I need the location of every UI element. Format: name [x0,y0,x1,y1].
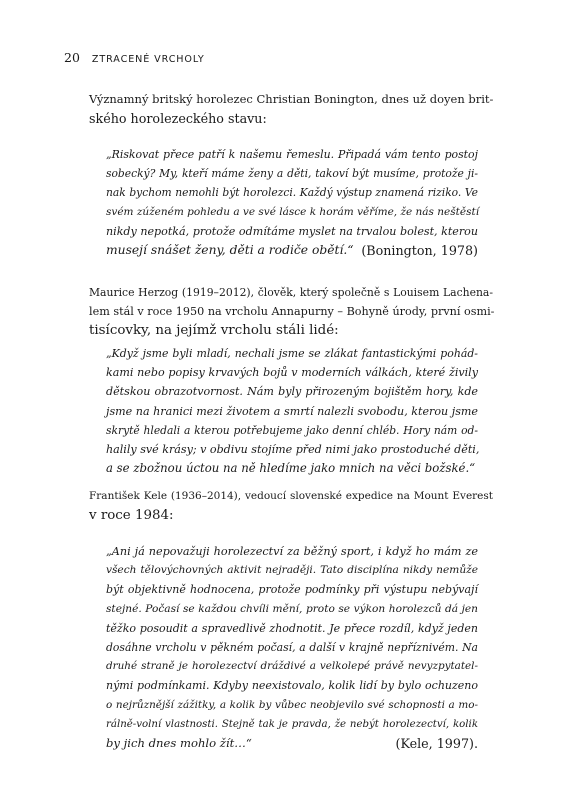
quote-line: všech tělovýchovných aktivit nejraději. Tato disciplína nikdy nemůže [106,564,478,577]
text-line: Významný britský horolezec Christian Bonington, dnes už doyen brit- [89,92,494,106]
quote-last-line [106,241,478,260]
text-line: tisícovky, na jejímž vrcholu stáli lidé: [89,323,339,339]
running-title: ZTRACENÉ VRCHOLY [91,54,205,65]
quote-last-line [106,734,478,753]
quote-line: „Ani já nepovažuji horolezectví za běžný sport, i když ho mám ze [106,545,478,558]
quote-line: svém zúženém pohledu a ve své lásce k horám věříme, že nás neštěstí [106,205,480,218]
quote-bonington [106,145,478,260]
intro-herzog [89,283,493,341]
quote-line: „Když jsme byli mladí, nechali jsme se zlákat fantastickými pohád- [106,347,478,360]
quote-line: nikdy nepotká, protože odmítáme myslet na trvalou bolest, kterou [106,224,478,238]
text-line: František Kele (1936–2014), vedoucí slovenské expedice na Mount Everest [89,490,493,502]
intro-kele [89,487,493,525]
quote-line: musejí snášet ženy, děti a rodiče obětí.“ [106,242,354,257]
citation: (Bonington, 1978) [361,242,478,258]
quote-line: skrytě hledali a kterou potřebujeme jako denní chléb. Hory nám od- [106,423,478,437]
quote-line: halily své krásy; v obdivu stojíme před nimi jako prostoduché děti, [106,442,480,456]
text-line: v roce 1984: [89,508,174,524]
quote-line: sobecký? My, kteří máme ženy a děti, takoví být musíme, protože ji- [106,167,478,181]
citation: (Kele, 1997). [395,735,478,751]
quote-line: „Riskovat přece patří k našemu řemeslu. Připadá vám tento postoj [106,148,478,161]
quote-line: o nejrůznější zážitky, a kolik by vůbec neobjevilo své schopnosti a mo- [106,698,478,711]
quote-line: by jich dnes mohlo žít…“ [106,735,252,750]
text-line: lem stál v roce 1950 na vrcholu Annapurny – Bohyně úrody, první osmi- [89,305,495,319]
quote-line: dosáhne vrcholu v pěkném počasí, a další v krajně nepříznivém. Na [106,640,478,654]
page-header [64,50,205,65]
quote-line: dětskou obrazotvornost. Nám byly přirozeným bojištěm hory, kde [106,385,478,399]
quote-line: nak bychom nemohli být horolezci. Každý výstup znamená riziko. Ve [106,186,478,200]
text-line: ského horolezeckého stavu: [89,111,267,127]
intro-bonington [89,90,493,128]
quote-herzog [106,344,478,478]
quote-line: kami nebo popisy krvavých bojů v moderních válkách, které živily [106,366,478,380]
quote-line: druhé straně je horolezectví dráždivé a velkolepé právě nevyzpytatel- [106,660,478,673]
quote-line: stejné. Počasí se každou chvíli mění, proto se výkon horolezců dá jen [106,602,478,615]
quote-line: těžko posoudit a spravedlivě zhodnotit. Je přece rozdíl, když jeden [106,621,478,635]
quote-line: a se zbožnou úctou na ně hledíme jako mnich na věci božské.“ [106,461,476,476]
page-number: 20 [64,50,80,65]
quote-kele [106,542,478,753]
quote-line: být objektivně hodnocena, protože podmínky při výstupu nebývají [106,583,478,597]
quote-line: rálně-volní vlastnosti. Stejně tak je pravda, že nebýt horolezectví, kolik [106,718,478,730]
quote-line: nými podmínkami. Kdyby neexistovalo, kolik lidí by bylo ochuzeno [106,679,478,693]
quote-line: jsme na hranici mezi životem a smrtí nalezli svobodu, kterou jsme [106,404,478,418]
text-line: Maurice Herzog (1919–2012), člověk, který společně s Louisem Lachena- [89,286,493,299]
